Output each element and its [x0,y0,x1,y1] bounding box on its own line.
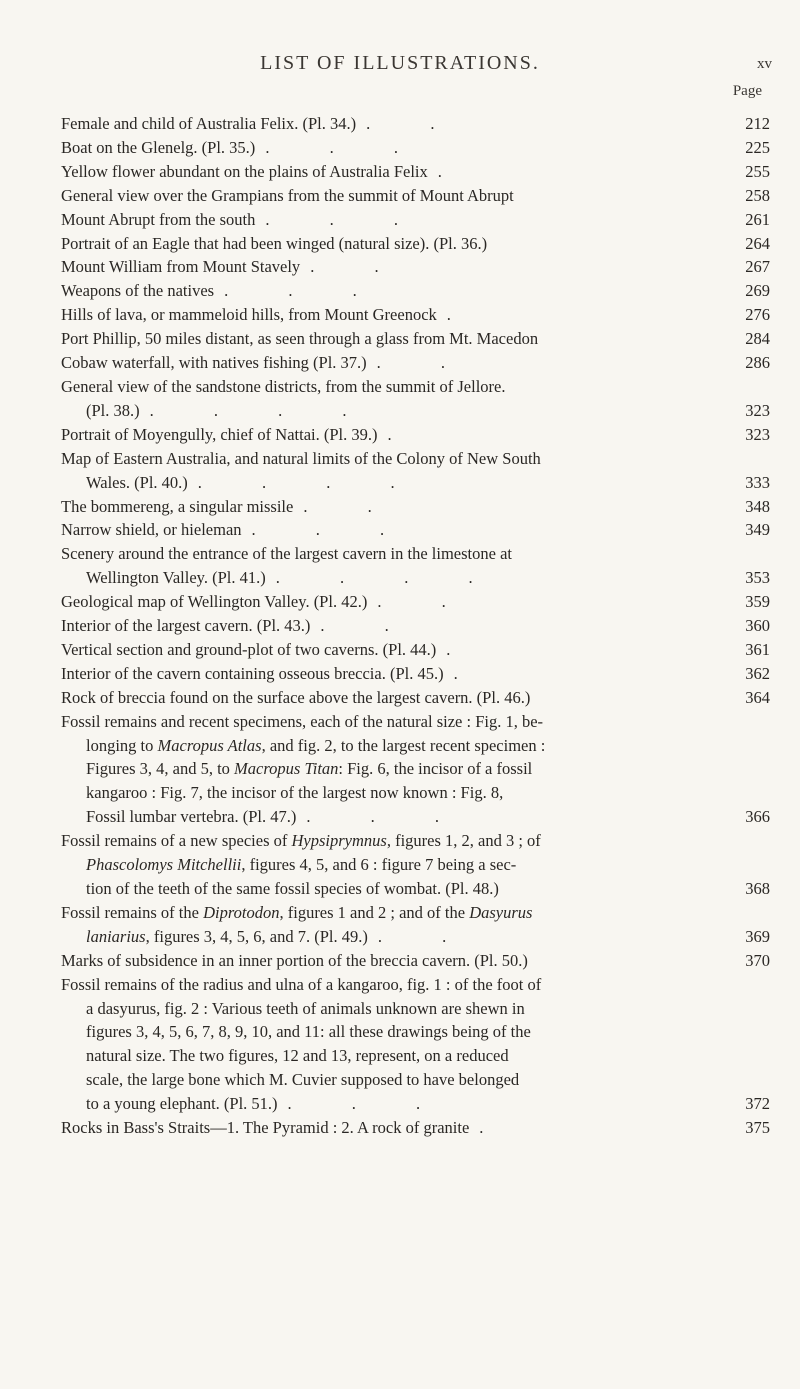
illustration-entry [61,1116,770,1140]
entry-caption-line: a dasyurus, fig. 2 : Various teeth of animals unknown are shewn in [86,998,525,1018]
entry-page-number: 255 [745,161,770,181]
entry-page-number: 366 [745,807,770,827]
entry-caption-line: Phascolomys Mitchellii, figures 4, 5, and 6 : figure 7 being a sec- [86,855,517,875]
page-folio: xv [757,56,772,72]
illustration-entry [61,542,770,590]
illustration-entry [61,590,770,614]
leader-dots: . . . [251,520,413,540]
entry-page-number: 368 [745,879,770,898]
entry-page-number: 349 [745,520,770,540]
entry-page-number: 212 [745,114,770,133]
illustration-entry [61,447,770,495]
entry-caption-line: Narrow shield, or hieleman . . . [61,520,413,540]
entry-page-number: 286 [745,353,770,373]
entry-page-number: 276 [745,305,770,325]
entry-page-number: 370 [745,950,770,970]
entry-caption-line: Rock of breccia found on the surface above the largest cavern. (Pl. 46.) [61,687,531,707]
entry-caption-line: tion of the teeth of the same fossil species of wombat. (Pl. 48.) [86,879,499,898]
leader-dots: . . [376,353,474,373]
entry-caption-line: Yellow flower abundant on the plains of Australia Felix . [61,161,470,181]
entry-caption-line: General view over the Grampians from the summit of Mount Abrupt [61,185,514,205]
leader-dots: . . [377,926,475,946]
entry-caption-line: Portrait of an Eagle that had been winged (natural size). (Pl. 36.) [61,233,488,253]
illustration-entry [61,351,770,375]
entry-page-number: 353 [745,568,770,588]
leader-dots: . . [377,592,474,612]
entry-caption-line: Fossil remains of the radius and ulna of a kangaroo, fig. 1 : of the foot of [61,974,542,994]
illustration-entry [61,495,770,519]
entry-caption-line: figures 3, 4, 5, 6, 7, 8, 9, 10, and 11: all these drawings being of the [86,1022,531,1042]
leader-dots: . [437,161,470,181]
entry-caption-line: Vertical section and ground-plot of two caverns. (Pl. 44.) . [61,639,479,659]
entry-caption-line: Scenery around the entrance of the largest cavern in the limestone at [61,544,512,564]
leader-dots: . . . [265,209,426,229]
entry-page-number: 225 [745,137,770,157]
illustration-entry [61,710,770,830]
leader-dots: . . . [224,281,385,301]
leader-dots: . . [303,496,400,516]
entry-page-number: 284 [745,329,770,349]
entry-caption-line: General view of the sandstone districts, from the summit of Jellore. [61,376,506,396]
leader-dots: . . . [265,137,426,157]
entry-page-number: 369 [745,926,770,946]
entry-caption-line: to a young elephant. (Pl. 51.) . . . [86,1094,449,1114]
leader-dots: . . . [306,807,467,827]
illustration-entry [61,279,770,303]
illustration-entry [61,160,770,184]
leader-dots: . . [310,257,407,277]
entry-caption-line: longing to Macropus Atlas, and fig. 2, to the largest recent specimen : [86,735,546,755]
entry-page-number: 323 [745,400,770,420]
illustration-entry [61,184,770,208]
entry-page-number: 261 [745,209,770,229]
entry-caption-line: Wales. (Pl. 40.) . . . . [86,472,423,492]
page-header [0,52,800,82]
illustration-entry [61,638,770,662]
entry-caption-line: Female and child of Australia Felix. (Pl. 34.) . . [61,114,463,133]
entry-caption-line: natural size. The two figures, 12 and 13, represent, on a reduced [86,1046,509,1066]
leader-dots: . [453,663,486,683]
entry-caption-line: Portrait of Moyengully, chief of Nattai. (Pl. 39.) . [61,424,420,444]
entry-caption-line: Weapons of the natives . . . [61,281,385,301]
entry-caption-line: kangaroo : Fig. 7, the incisor of the largest now known : Fig. 8, [86,783,504,803]
entry-caption-line: Mount William from Mount Stavely . . [61,257,407,277]
illustration-entry [61,232,770,256]
entry-caption-line: Interior of the largest cavern. (Pl. 43.) . . [61,616,417,636]
entry-caption-line: laniarius, figures 3, 4, 5, 6, and 7. (Pl. 49.) . . [86,926,475,946]
leader-dots: . [446,639,479,659]
illustration-entry [61,327,770,351]
illustration-list [61,112,770,1140]
illustration-entry [61,136,770,160]
illustration-entry [61,518,770,542]
entry-caption-line: Hills of lava, or mammeloid hills, from Mount Greenock . [61,305,479,325]
illustration-entry [61,901,770,949]
entry-caption-line: Fossil remains of a new species of Hypsiprymnus, figures 1, 2, and 3 ; of [61,831,541,851]
entry-page-number: 258 [745,185,770,205]
entry-caption-line: Fossil remains and recent specimens, each of the natural size : Fig. 1, be- [61,711,544,731]
entry-caption-line: scale, the large bone which M. Cuvier supposed to have belonged [86,1070,520,1090]
illustration-entry [61,255,770,279]
entry-caption-line: Fossil lumbar vertebra. (Pl. 47.) . . . [86,807,467,827]
illustration-entry [61,973,770,1116]
illustration-entry [61,208,770,232]
illustration-entry [61,423,770,447]
entry-caption-line: (Pl. 38.) . . . . [86,400,375,420]
entry-page-number: 372 [745,1094,770,1114]
entry-caption-line: Geological map of Wellington Valley. (Pl. 42.) . . [61,592,474,612]
leader-dots: . . . . [149,400,375,420]
entry-caption-line: Cobaw waterfall, with natives fishing (Pl. 37.) . . [61,353,474,373]
entry-caption-line: Interior of the cavern containing osseous breccia. (Pl. 45.) . [61,663,486,683]
illustration-entry [61,662,770,686]
entry-page-number: 323 [745,424,770,444]
entry-page-number: 360 [745,616,770,636]
illustration-entry [61,375,770,423]
illustration-entry [61,614,770,638]
entry-page-number: 359 [745,592,770,612]
entry-page-number: 264 [745,233,770,253]
entry-page-number: 362 [745,663,770,683]
entry-page-number: 375 [745,1118,770,1138]
entry-caption-line: Port Phillip, 50 miles distant, as seen through a glass from Mt. Macedon [61,329,539,349]
entry-page-number: 348 [745,496,770,516]
illustration-entry [61,112,770,136]
entry-caption-line: Boat on the Glenelg. (Pl. 35.) . . . [61,137,426,157]
running-title: LIST OF ILLUSTRATIONS. [260,52,540,74]
entry-caption-line: Figures 3, 4, and 5, to Macropus Titan: Fig. 6, the incisor of a fossil [86,759,533,779]
page-column-label: Page [732,83,762,99]
entry-caption-line: Marks of subsidence in an inner portion of the breccia cavern. (Pl. 50.) [61,950,528,970]
leader-dots: . [387,424,420,444]
entry-caption-line: Rocks in Bass's Straits—1. The Pyramid : 2. A rock of granite . [61,1118,512,1138]
leader-dots: . [446,305,479,325]
entry-caption-line: Fossil remains of the Diprotodon, figures 1 and 2 ; and of the Dasyurus [61,902,533,922]
leader-dots: . . . [287,1094,449,1114]
entry-page-number: 364 [745,687,770,707]
leader-dots: . . [366,114,463,133]
illustration-entry [61,686,770,710]
illustration-entry [61,829,770,901]
entry-page-number: 333 [745,472,770,492]
illustration-entry [61,949,770,973]
entry-page-number: 267 [745,257,770,277]
entry-caption-line: The bommereng, a singular missile . . [61,496,400,516]
entry-page-number: 361 [745,639,770,659]
entry-caption-line: Wellington Valley. (Pl. 41.) . . . . [86,568,501,588]
entry-caption-line: Map of Eastern Australia, and natural limits of the Colony of New South [61,448,541,468]
entry-page-number: 269 [745,281,770,301]
entry-caption-line: Mount Abrupt from the south . . . [61,209,426,229]
leader-dots: . [479,1118,512,1138]
leader-dots: . . [320,616,417,636]
illustration-entry [61,303,770,327]
leader-dots: . . . . [275,568,501,588]
leader-dots: . . . . [197,472,423,492]
